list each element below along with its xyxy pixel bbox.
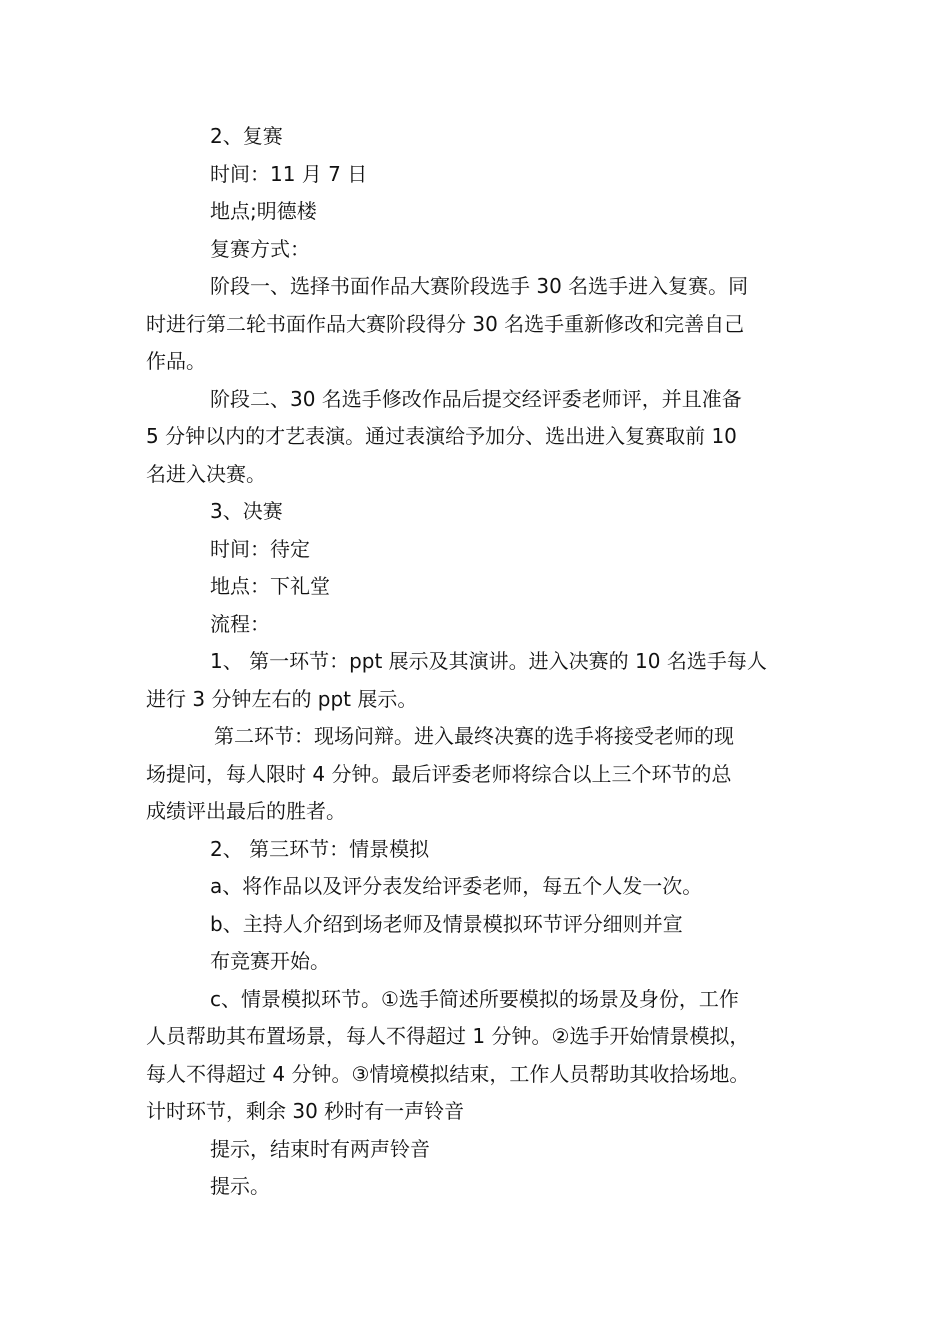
text-line: 阶段一、选择书面作品大赛阶段选手 30 名选手进入复赛。同 [210,274,749,298]
text-line: 名进入决赛。 [146,461,266,486]
text-line: 提示，结束时有两声铃音 [210,1136,430,1161]
text-line: 流程： [210,611,270,636]
text-line: 布竞赛开始。 [210,949,330,973]
text-line: 1、 第一环节：ppt 展示及其演讲。进入决赛的 10 名选手每人 [210,649,767,673]
text-line: 每人不得超过 4 分钟。③情境模拟结束，工作人员帮助其收拾场地。 [146,1061,750,1086]
text-line: 2、 第三环节：情景模拟 [210,836,430,861]
text-line: 时进行第二轮书面作品大赛阶段得分 30 名选手重新修改和完善自己 [146,311,745,336]
text-line: 地点;明德楼 [210,199,317,223]
text-line: 场提问，每人限时 4 分钟。最后评委老师将综合以上三个环节的总 [146,761,732,786]
text-line: 复赛方式： [210,236,310,261]
text-line: 第二环节：现场问辩。进入最终决赛的选手将接受老师的现 [214,724,734,748]
text-line: 5 分钟以内的才艺表演。通过表演给予加分、选出进入复赛取前 10 [146,424,737,448]
text-line: 时间：待定 [210,536,310,561]
text-line: 成绩评出最后的胜者。 [146,799,346,823]
text-line: 提示。 [210,1174,270,1198]
text-line: c、情景模拟环节。①选手简述所要模拟的场景及身份，工作 [210,986,739,1011]
text-line: 时间：11 月 7 日 [210,161,368,186]
text-line: 计时环节，剩余 30 秒时有一声铃音 [146,1099,465,1123]
text-line: 3、决赛 [210,499,283,523]
text-line: 人员帮助其布置场景，每人不得超过 1 分钟。②选手开始情景模拟， [146,1024,750,1048]
text-line: 2、复赛 [210,124,283,148]
text-line: a、将作品以及评分表发给评委老师，每五个人发一次。 [210,874,703,898]
text-line: 作品。 [146,349,206,373]
text-line: b、主持人介绍到场老师及情景模拟环节评分细则并宣 [210,911,683,936]
text-line: 地点：下礼堂 [210,574,330,598]
text-line: 进行 3 分钟左右的 ppt 展示。 [146,686,418,711]
text-line: 阶段二、30 名选手修改作品后提交经评委老师评，并且准备 [210,386,742,411]
document-body [146,118,806,1206]
